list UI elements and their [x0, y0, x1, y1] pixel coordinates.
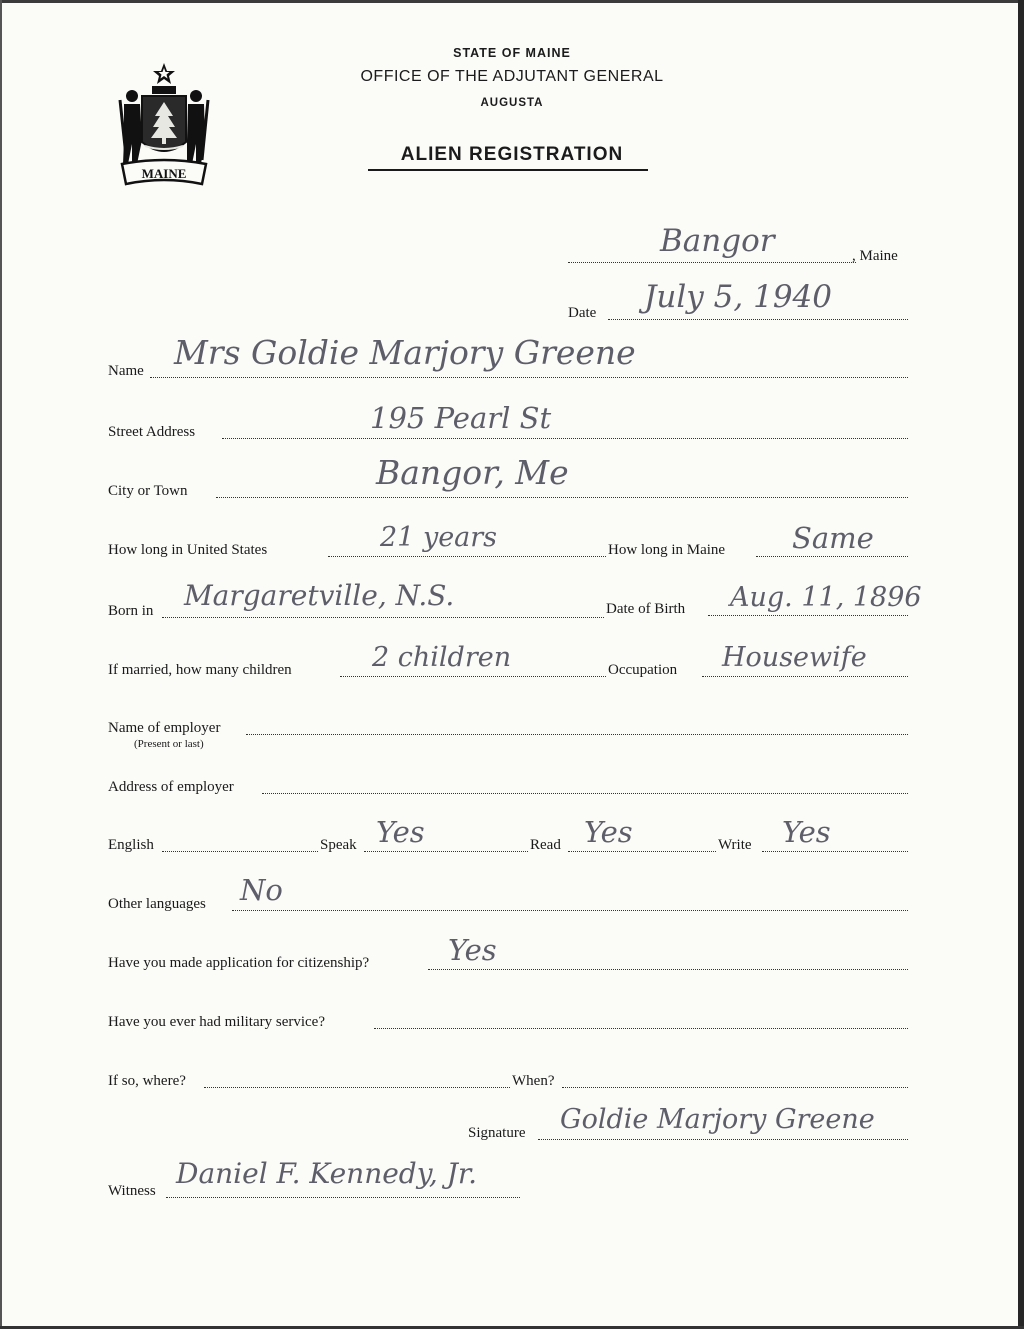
children-label: If married, how many children	[108, 662, 292, 678]
date-field-line	[608, 319, 908, 320]
street-field-line	[222, 438, 908, 439]
date-label: Date	[568, 305, 597, 321]
citizenship-field-line	[428, 969, 908, 970]
write-field-line	[762, 851, 908, 852]
speak-field-line	[364, 851, 528, 852]
header-state: STATE OF MAINE	[453, 46, 571, 60]
read-value[interactable]: Yes	[584, 815, 633, 849]
city-label: City or Town	[108, 483, 188, 499]
signature-value[interactable]: Goldie Marjory Greene	[560, 1104, 875, 1135]
occupation-field-line	[702, 676, 908, 677]
place-value[interactable]: Bangor	[660, 223, 775, 259]
write-label: Write	[718, 837, 752, 853]
header-city: AUGUSTA	[480, 97, 544, 109]
english-field-line	[162, 851, 318, 852]
born-value[interactable]: Margaretville, N.S.	[184, 579, 455, 612]
maine-stay-label: How long in Maine	[608, 542, 726, 558]
scan-border-right	[1018, 0, 1024, 1329]
other-languages-value[interactable]: No	[240, 873, 283, 907]
svg-text:MAINE: MAINE	[141, 166, 187, 181]
us-stay-value[interactable]: 21 years	[380, 522, 498, 553]
military-label: Have you ever had military service?	[108, 1014, 325, 1030]
witness-field-line	[166, 1197, 520, 1198]
dob-field-line	[708, 615, 908, 616]
employer-label: Name of employer	[108, 720, 221, 736]
where-label: If so, where?	[108, 1073, 186, 1089]
title-underline	[368, 169, 648, 171]
scan-border-left	[0, 0, 2, 1329]
english-label: English	[108, 837, 154, 853]
header-office: OFFICE OF THE ADJUTANT GENERAL	[360, 68, 664, 85]
form-title: ALIEN REGISTRATION	[400, 144, 624, 165]
city-value[interactable]: Bangor, Me	[376, 453, 569, 492]
us-stay-field-line	[328, 556, 606, 557]
witness-value[interactable]: Daniel F. Kennedy, Jr.	[176, 1157, 478, 1190]
write-value[interactable]: Yes	[782, 815, 831, 849]
employer-sublabel: (Present or last)	[134, 738, 204, 750]
maine-stay-value[interactable]: Same	[792, 521, 874, 555]
maine-state-seal-icon	[112, 60, 216, 188]
place-field-line	[568, 262, 856, 263]
name-value[interactable]: Mrs Goldie Marjory Greene	[174, 333, 636, 372]
children-field-line	[340, 676, 606, 677]
occupation-value[interactable]: Housewife	[722, 642, 867, 673]
speak-value[interactable]: Yes	[376, 815, 425, 849]
maine-stay-field-line	[756, 556, 908, 557]
name-label: Name	[108, 363, 144, 379]
witness-label: Witness	[108, 1183, 156, 1199]
signature-label: Signature	[468, 1125, 526, 1141]
scan-border-top	[0, 0, 1024, 3]
where-field-line[interactable]	[204, 1087, 510, 1088]
place-suffix: , Maine	[852, 248, 898, 264]
children-value[interactable]: 2 children	[372, 642, 512, 673]
other-languages-label: Other languages	[108, 896, 206, 912]
dob-value[interactable]: Aug. 11, 1896	[730, 582, 922, 613]
dob-label: Date of Birth	[606, 601, 686, 617]
street-label: Street Address	[108, 424, 196, 440]
read-field-line	[568, 851, 716, 852]
citizenship-label: Have you made application for citizenship?	[108, 955, 370, 971]
speak-label: Speak	[320, 837, 357, 853]
other-languages-field-line	[232, 910, 908, 911]
citizenship-value[interactable]: Yes	[448, 933, 497, 967]
city-field-line	[216, 497, 908, 498]
born-field-line	[162, 617, 604, 618]
occupation-label: Occupation	[608, 662, 678, 678]
read-label: Read	[530, 837, 561, 853]
street-value[interactable]: 195 Pearl St	[370, 401, 552, 435]
us-stay-label: How long in United States	[108, 542, 268, 558]
employer-address-label: Address of employer	[108, 779, 234, 795]
military-field-line[interactable]	[374, 1028, 908, 1029]
employer-address-field-line[interactable]	[262, 793, 908, 794]
when-label: When?	[512, 1073, 555, 1089]
employer-field-line[interactable]	[246, 734, 908, 735]
signature-field-line	[538, 1139, 908, 1140]
when-field-line[interactable]	[562, 1087, 908, 1088]
date-value[interactable]: July 5, 1940	[644, 279, 832, 315]
born-label: Born in	[108, 603, 154, 619]
name-field-line	[150, 377, 908, 378]
